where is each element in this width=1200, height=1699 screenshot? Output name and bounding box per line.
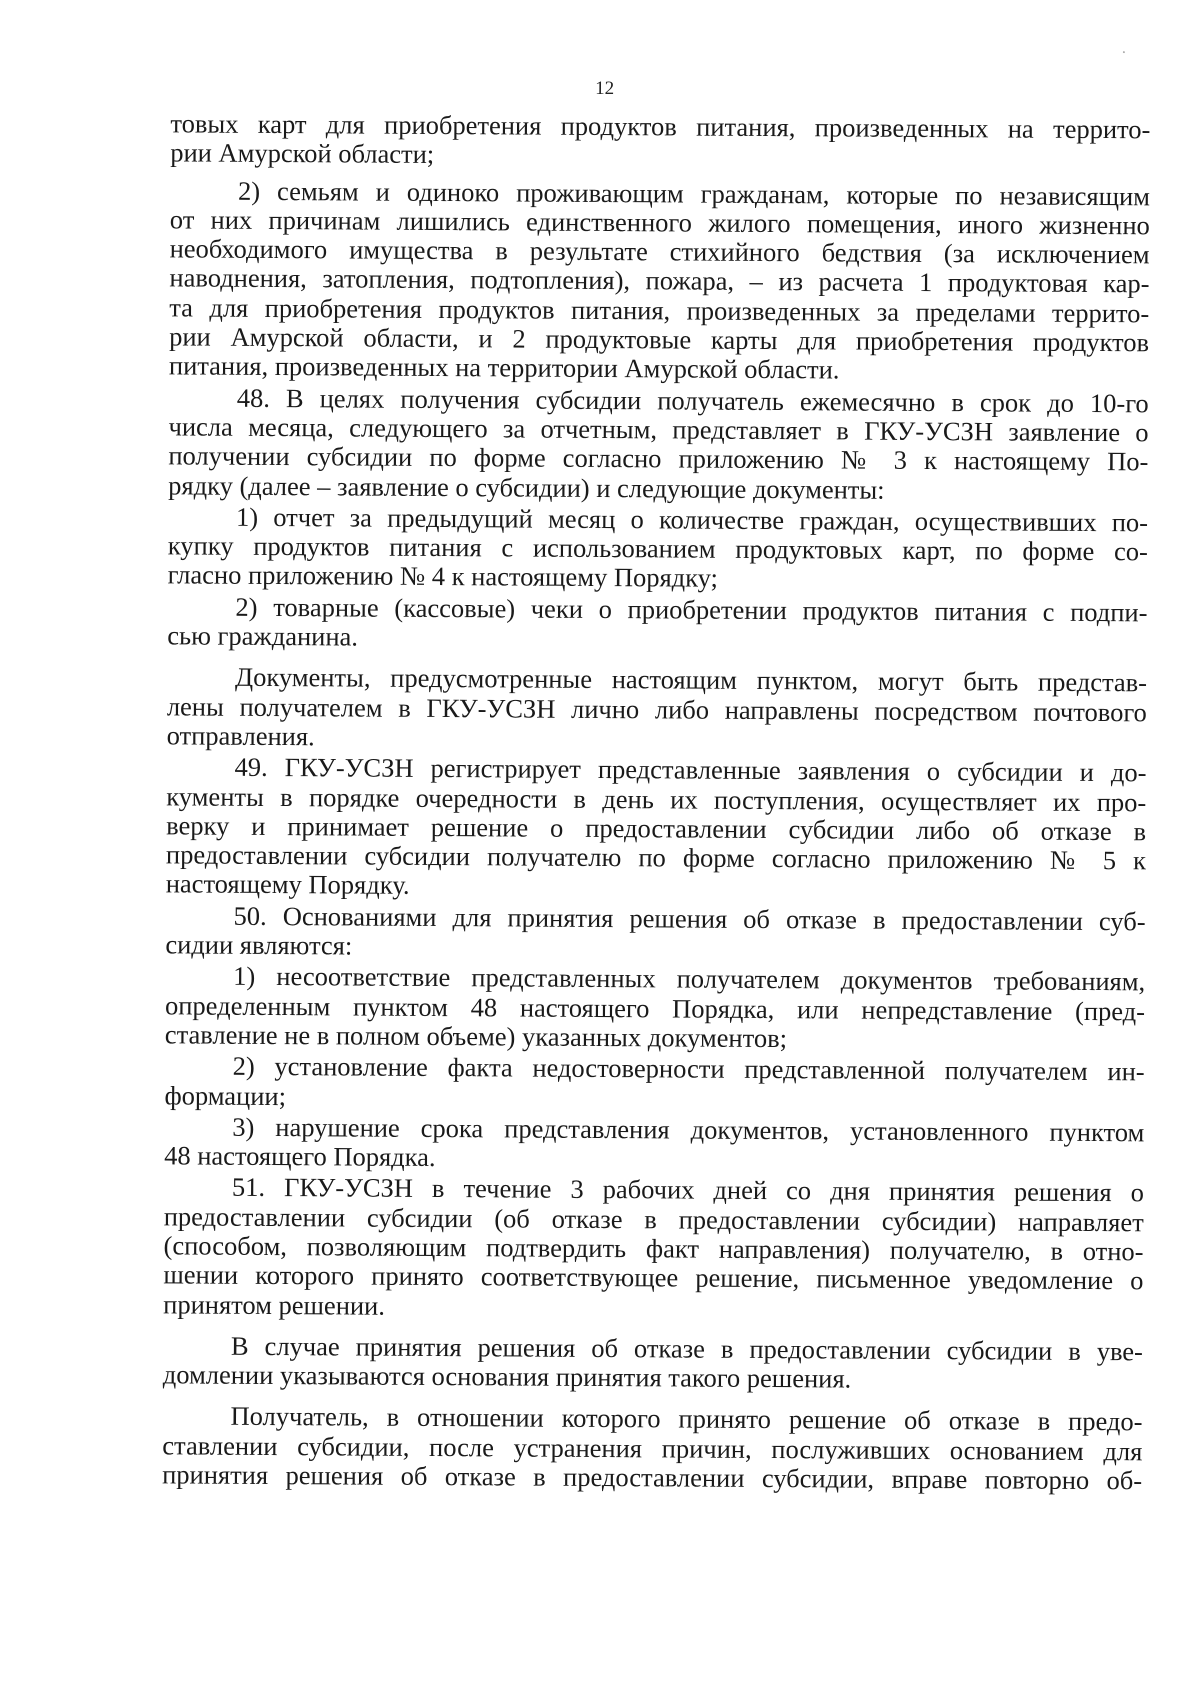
text-line: та для приобретения продуктов питания, произведенных за пределами террито- bbox=[169, 292, 1150, 329]
text-line: определенным пунктом 48 настоящего Порядка, или непредставление (пред- bbox=[164, 989, 1146, 1026]
text-line: лены получателем в ГКУ-УСЗН лично либо направлены посредством почтового bbox=[166, 690, 1147, 727]
text-line: Получатель, в отношении которого принято решение об отказе в предо- bbox=[230, 1401, 1143, 1437]
text-line: 1) отчет за предыдущий месяц о количестве граждан, осуществивших по- bbox=[235, 501, 1149, 538]
text-line: шении которого принято соответствующее решение, письменное уведомление о bbox=[163, 1259, 1144, 1296]
text-line: сью гражданина. bbox=[167, 620, 359, 652]
text-line: 51. ГКУ-УСЗН в течение 3 рабочих дней со дня принятия решения о bbox=[231, 1172, 1145, 1208]
text-line: формации; bbox=[164, 1079, 287, 1111]
text-line: В случае принятия решения об отказе в предоставлении субсидии в уве- bbox=[230, 1330, 1144, 1367]
page-number: 12 bbox=[595, 77, 615, 100]
body-text bbox=[162, 109, 1150, 1495]
text-line: кументы в порядке очередности в день их поступления, осуществляет их про- bbox=[166, 780, 1147, 817]
text-line: ставление не в полном объеме) указанных документов; bbox=[164, 1019, 788, 1054]
text-line: получении субсидии по форме согласно приложению № 3 к настоящему По- bbox=[168, 440, 1149, 477]
text-line: числа месяца, следующего за отчетным, представляет в ГКУ-УСЗН заявление о bbox=[168, 411, 1149, 448]
text-line: ставлении субсидии, после устранения причин, послуживших основанием для bbox=[162, 1430, 1143, 1467]
text-line: 48. В целях получения субсидии получатель ежемесячно в срок до 10-го bbox=[236, 382, 1149, 419]
text-line: гласно приложению № 4 к настоящему Порядку; bbox=[167, 559, 719, 594]
text-line: 48 настоящего Порядка. bbox=[164, 1140, 436, 1173]
text-line: купку продуктов питания с использованием продуктовых карт, по форме со- bbox=[167, 530, 1148, 567]
text-line: товых карт для приобретения продуктов питания, произведенных на террито- bbox=[170, 108, 1151, 145]
text-line: отправления. bbox=[166, 720, 315, 752]
text-line: 2) семьям и одиноко проживающим гражданам, которые по независящим bbox=[237, 175, 1151, 211]
text-line: верку и принимает решение о предоставлении субсидии либо об отказе в bbox=[166, 810, 1147, 847]
text-line: наводнения, затопления, подтопления), пожара, – из расчета 1 продуктовая кар- bbox=[169, 262, 1150, 299]
text-line: Документы, предусмотренные настоящим пунктом, могут быть представ- bbox=[234, 662, 1148, 698]
text-line: рии Амурской области; bbox=[170, 137, 435, 170]
text-line: 49. ГКУ-УСЗН регистрирует представленные заявления о субсидии и до- bbox=[234, 752, 1147, 788]
text-line: рии Амурской области, и 2 продуктовые карты для приобретения продуктов bbox=[169, 321, 1150, 358]
text-line: предоставлении субсидии (об отказе в предоставлении субсидии) направляет bbox=[163, 1201, 1144, 1238]
text-line: питания, произведенных на территории Амурской области. bbox=[168, 350, 840, 385]
text-line: принятия решения об отказе в предоставлении субсидии, вправе повторно об- bbox=[162, 1459, 1143, 1496]
text-line: 3) нарушение срока представления документов, установленного пунктом bbox=[232, 1111, 1145, 1148]
text-line: сидии являются: bbox=[165, 929, 353, 961]
text-line: (способом, позволяющим подтвердить факт направления) получателю, в отно- bbox=[163, 1230, 1144, 1267]
text-line: от них причинам лишились единственного жилого помещения, иного жизненно bbox=[169, 204, 1150, 241]
text-line: настоящему Порядку. bbox=[165, 868, 410, 901]
text-line: необходимого имущества в результате стихийного бедствия (за исключением bbox=[169, 233, 1150, 270]
text-line: рядку (далее – заявление о субсидии) и следующие документы: bbox=[168, 469, 885, 505]
text-line: 1) несоответствие представленных получателем документов требованиям, bbox=[233, 961, 1146, 997]
scan-speck bbox=[1123, 51, 1125, 53]
text-line: принятом решении. bbox=[163, 1288, 386, 1321]
text-line: 2) товарные (кассовые) чеки о приобретении продуктов питания с подпи- bbox=[235, 591, 1148, 628]
text-line: предоставлении субсидии получателю по форме согласно приложению № 5 к bbox=[165, 839, 1147, 876]
text-line: домлении указываются основания принятия такого решения. bbox=[162, 1359, 852, 1394]
text-line: 50. Основаниями для принятия решения об отказе в предоставлении суб- bbox=[233, 900, 1146, 937]
text-line: 2) установление факта недостоверности представленной получателем ин- bbox=[232, 1050, 1145, 1087]
